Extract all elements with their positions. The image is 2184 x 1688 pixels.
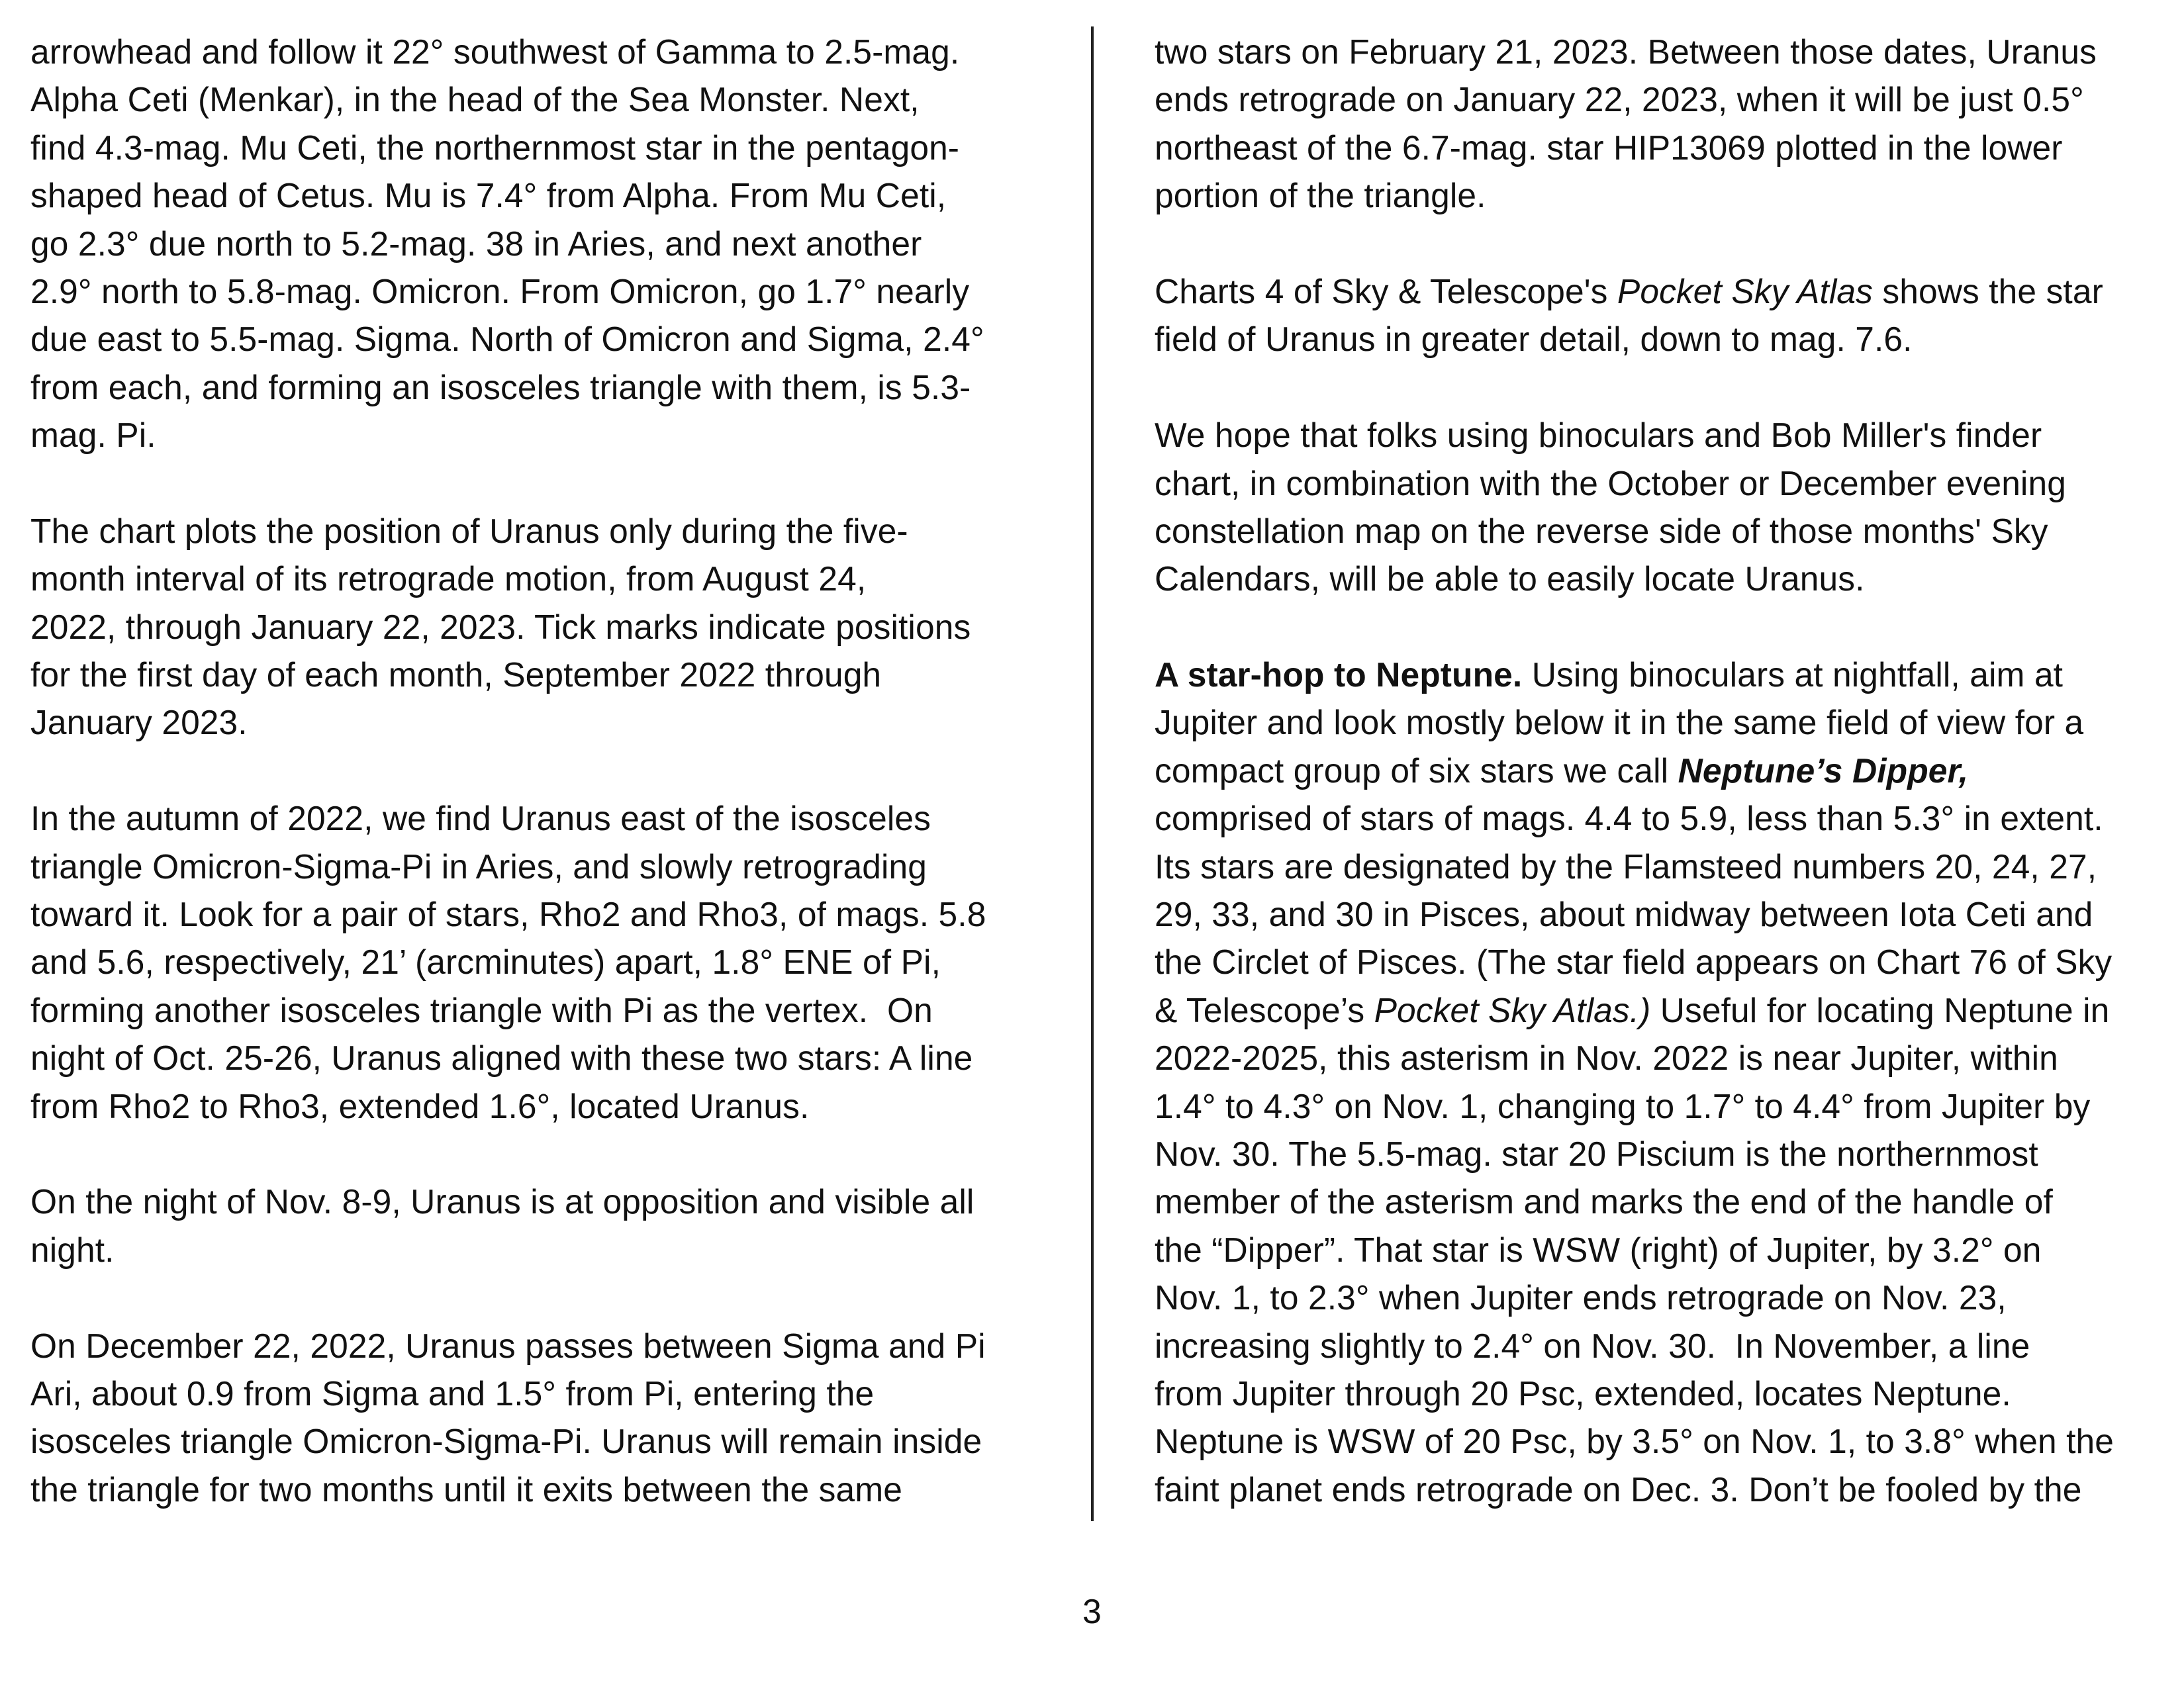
text-line: toward it. Look for a pair of stars, Rho2 and Rho3, of mags. 5.8: [30, 895, 986, 934]
text-line: On the night of Nov. 8-9, Uranus is at opposition and visible all: [30, 1182, 974, 1221]
text-line: the Circlet of Pisces. (The star field appears on Chart 76 of Sky: [1155, 943, 2113, 982]
text-line: mag. Pi.: [30, 416, 156, 455]
text-line: We hope that folks using binoculars and Bob Miller's finder: [1155, 416, 2042, 455]
text-line: The chart plots the position of Uranus only during the five-: [30, 511, 908, 550]
text-run: Using binoculars at nightfall, aim at: [1522, 655, 2064, 694]
paragraph-neptune-star-hop: [1155, 651, 2161, 1513]
right-column: [1155, 28, 2161, 1513]
text-line: 2.9° north to 5.8-mag. Omicron. From Omicron, go 1.7° nearly: [30, 271, 970, 310]
text-line: Its stars are designated by the Flamsteed numbers 20, 24, 27,: [1155, 847, 2097, 886]
text-line: Nov. 30. The 5.5-mag. star 20 Piscium is the northernmost: [1155, 1134, 2038, 1173]
text-line: [1155, 651, 2161, 698]
text-line: forming another isosceles triangle with Pi as the vertex. On: [30, 990, 933, 1029]
text-run: & Telescope’s: [1155, 990, 1374, 1029]
text-line: [1155, 986, 2161, 1034]
text-line: northeast of the 6.7-mag. star HIP13069 plotted in the lower: [1155, 128, 2063, 167]
text-line: comprised of stars of mags. 4.4 to 5.9, less than 5.3° in extent.: [1155, 799, 2103, 838]
text-run: compact group of six stars we call: [1155, 751, 1678, 790]
text-line: constellation map on the reverse side of those months' Sky: [1155, 511, 2048, 550]
text-line: member of the asterism and marks the end of the handle of: [1155, 1182, 2053, 1221]
asterism-name: Neptune’s Dipper,: [1678, 751, 1969, 790]
text-line: for the first day of each month, September 2022 through: [30, 655, 882, 694]
section-heading: A star-hop to Neptune.: [1155, 655, 1523, 694]
text-line: month interval of its retrograde motion, from August 24,: [30, 559, 867, 598]
atlas-title: Pocket Sky Atlas: [1617, 271, 1873, 310]
paragraph-binoculars-hope: [1155, 411, 2161, 603]
text-line: from each, and forming an isosceles triangle with them, is 5.3-: [30, 367, 971, 406]
paragraph-star-hop-cetus: [30, 28, 1063, 459]
text-line: Neptune is WSW of 20 Psc, by 3.5° on Nov. 1, to 3.8° when the: [1155, 1422, 2114, 1461]
text-line: Alpha Ceti (Menkar), in the head of the Sea Monster. Next,: [30, 80, 920, 119]
text-line: from Rho2 to Rho3, extended 1.6°, located Uranus.: [30, 1086, 810, 1125]
text-line: Nov. 1, to 2.3° when Jupiter ends retrograde on Nov. 23,: [1155, 1278, 2007, 1317]
text-line: chart, in combination with the October or December evening: [1155, 463, 2066, 502]
text-line: 2022-2025, this asterism in Nov. 2022 is near Jupiter, within: [1155, 1039, 2058, 1078]
text-line: due east to 5.5-mag. Sigma. North of Omicron and Sigma, 2.4°: [30, 320, 984, 359]
text-line: 1.4° to 4.3° on Nov. 1, changing to 1.7° to 4.4° from Jupiter by: [1155, 1086, 2091, 1125]
text-line: two stars on February 21, 2023. Between those dates, Uranus: [1155, 32, 2097, 71]
atlas-title: Pocket Sky Atlas.): [1374, 990, 1651, 1029]
text-line: January 2023.: [30, 703, 248, 742]
text-run: Charts 4 of Sky & Telescope's: [1155, 271, 1617, 310]
left-column: [30, 28, 1063, 1513]
text-line: the “Dipper”. That star is WSW (right) of Jupiter, by 3.2° on: [1155, 1230, 2042, 1269]
text-run: Useful for locating Neptune in: [1650, 990, 2110, 1029]
page-number: 3: [1082, 1592, 1102, 1630]
text-line: ends retrograde on January 22, 2023, when it will be just 0.5°: [1155, 80, 2084, 119]
text-line: portion of the triangle.: [1155, 176, 1486, 215]
paragraph-pocket-sky-atlas: [1155, 267, 2161, 363]
text-line: night.: [30, 1230, 115, 1269]
text-line: Calendars, will be able to easily locate Uranus.: [1155, 559, 1865, 598]
text-line: increasing slightly to 2.4° on Nov. 30. In November, a line: [1155, 1326, 2030, 1365]
paragraph-december-triangle: [30, 1322, 1063, 1514]
text-line: go 2.3° due north to 5.2-mag. 38 in Aries, and next another: [30, 224, 922, 263]
paragraph-chart-plot: [30, 507, 1063, 747]
text-line: On December 22, 2022, Uranus passes between Sigma and Pi: [30, 1326, 986, 1365]
text-line: from Jupiter through 20 Psc, extended, locates Neptune.: [1155, 1374, 2011, 1413]
text-line: isosceles triangle Omicron-Sigma-Pi. Uranus will remain inside: [30, 1422, 982, 1461]
text-line: Jupiter and look mostly below it in the same field of view for a: [1155, 703, 2084, 742]
text-line: field of Uranus in greater detail, down to mag. 7.6.: [1155, 320, 1913, 359]
text-line: [1155, 747, 2161, 794]
text-line: the triangle for two months until it exits between the same: [30, 1470, 902, 1509]
text-line: triangle Omicron-Sigma-Pi in Aries, and slowly retrograding: [30, 847, 927, 886]
text-line: faint planet ends retrograde on Dec. 3. Don’t be fooled by the: [1155, 1470, 2082, 1509]
text-line: [1155, 267, 2161, 315]
paragraph-february-exit: [1155, 28, 2161, 220]
text-line: In the autumn of 2022, we find Uranus east of the isosceles: [30, 799, 931, 838]
text-run: shows the star: [1872, 271, 2103, 310]
text-line: night of Oct. 25-26, Uranus aligned with these two stars: A line: [30, 1039, 973, 1078]
text-line: and 5.6, respectively, 21’ (arcminutes) apart, 1.8° ENE of Pi,: [30, 943, 941, 982]
paragraph-opposition: [30, 1178, 1063, 1274]
column-divider: [1091, 26, 1094, 1521]
text-line: 29, 33, and 30 in Pisces, about midway between Iota Ceti and: [1155, 895, 2093, 934]
text-line: Ari, about 0.9 from Sigma and 1.5° from Pi, entering the: [30, 1374, 875, 1413]
text-line: 2022, through January 22, 2023. Tick marks indicate positions: [30, 607, 971, 646]
text-line: arrowhead and follow it 22° southwest of Gamma to 2.5-mag.: [30, 32, 960, 71]
text-line: find 4.3-mag. Mu Ceti, the northernmost star in the pentagon-: [30, 128, 960, 167]
paragraph-autumn-uranus: [30, 794, 1063, 1130]
text-line: shaped head of Cetus. Mu is 7.4° from Alpha. From Mu Ceti,: [30, 176, 947, 215]
